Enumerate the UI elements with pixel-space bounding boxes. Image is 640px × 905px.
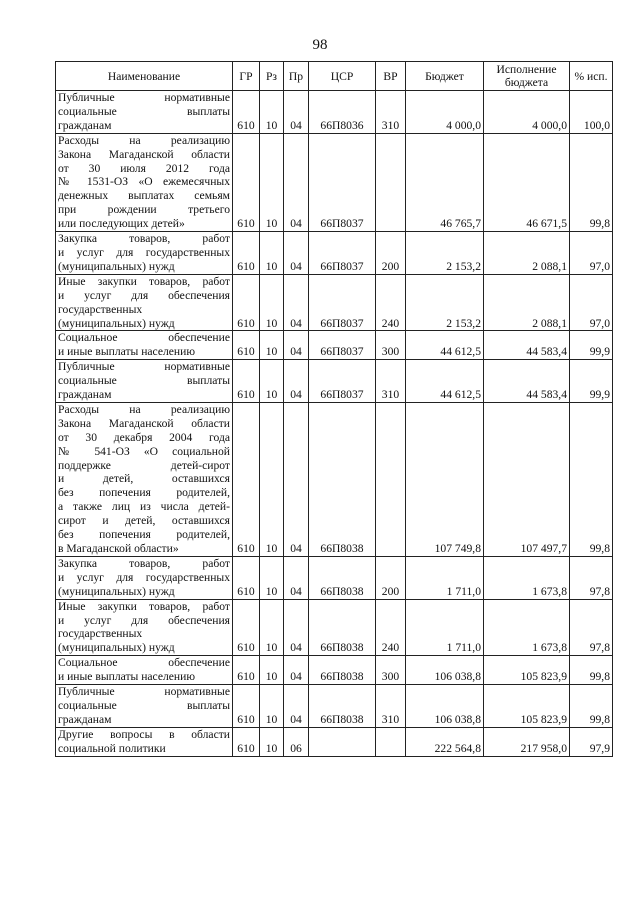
cell-csr: 66П8038 — [309, 656, 376, 685]
name-line: гражданам — [58, 712, 112, 726]
name-line: денежных выплатах семьям — [58, 189, 230, 203]
cell-name — [56, 402, 233, 556]
cell-name — [56, 599, 233, 656]
cell-gr: 610 — [233, 402, 260, 556]
cell-pr: 04 — [284, 331, 309, 360]
name-line: Закупка товаров, работ — [58, 556, 230, 570]
cell-name — [56, 91, 233, 134]
cell-rz: 10 — [260, 360, 284, 403]
cell-budget: 4 000,0 — [406, 91, 484, 134]
name-line: социальные выплаты — [58, 374, 230, 388]
name-line: при рождении третьего — [58, 203, 230, 217]
cell-gr: 610 — [233, 360, 260, 403]
budget-table — [55, 61, 613, 757]
page-number: 98 — [312, 37, 328, 53]
cell-vr — [376, 402, 406, 556]
cell-percent: 97,0 — [570, 274, 613, 331]
name-line: (муниципальных) нужд — [58, 316, 175, 330]
name-line: а также лиц из числа детей- — [58, 500, 230, 514]
name-line: без попечения родителей, — [58, 528, 230, 542]
name-line: государственных — [58, 302, 143, 316]
name-line: и детей, оставшихся — [58, 472, 230, 486]
cell-csr: 66П8037 — [309, 360, 376, 403]
name-line: (муниципальных) нужд — [58, 641, 175, 655]
cell-budget: 1 711,0 — [406, 556, 484, 599]
cell-budget: 222 564,8 — [406, 727, 484, 756]
name-line: от 30 июля 2012 года — [58, 161, 230, 175]
cell-rz: 10 — [260, 599, 284, 656]
header-execution: Исполнение бюджета — [484, 62, 570, 91]
cell-rz: 10 — [260, 91, 284, 134]
name-line: без попечения родителей, — [58, 486, 230, 500]
cell-gr: 610 — [233, 232, 260, 275]
cell-gr: 610 — [233, 274, 260, 331]
cell-percent: 99,8 — [570, 402, 613, 556]
cell-budget: 44 612,5 — [406, 331, 484, 360]
name-line: сирот и детей, оставшихся — [58, 514, 230, 528]
name-line: Иные закупки товаров, работ — [58, 274, 230, 288]
cell-pr: 04 — [284, 685, 309, 728]
name-line: Публичные нормативные — [58, 360, 230, 374]
cell-rz: 10 — [260, 274, 284, 331]
name-line: и услуг для обеспечения — [58, 613, 230, 627]
cell-percent: 99,9 — [570, 360, 613, 403]
cell-rz: 10 — [260, 402, 284, 556]
cell-csr: 66П8037 — [309, 232, 376, 275]
cell-vr: 200 — [376, 556, 406, 599]
cell-csr: 66П8038 — [309, 685, 376, 728]
name-line: гражданам — [58, 388, 112, 402]
cell-pr: 04 — [284, 274, 309, 331]
table-row — [56, 402, 613, 556]
cell-percent: 99,8 — [570, 133, 613, 231]
header-rz: Рз — [260, 62, 284, 91]
name-line: Социальное обеспечение — [58, 331, 230, 345]
name-line: № 541-ОЗ «О социальной — [58, 444, 230, 458]
table-row — [56, 656, 613, 685]
cell-budget: 46 765,7 — [406, 133, 484, 231]
table-body — [56, 91, 613, 757]
cell-csr: 66П8038 — [309, 556, 376, 599]
cell-gr: 610 — [233, 727, 260, 756]
cell-pr: 04 — [284, 91, 309, 134]
cell-name — [56, 685, 233, 728]
cell-execution: 105 823,9 — [484, 656, 570, 685]
cell-gr: 610 — [233, 556, 260, 599]
cell-rz: 10 — [260, 133, 284, 231]
name-line: социальной политики — [58, 741, 166, 755]
cell-csr: 66П8037 — [309, 274, 376, 331]
name-line: Публичные нормативные — [58, 91, 230, 104]
cell-gr: 610 — [233, 599, 260, 656]
cell-rz: 10 — [260, 656, 284, 685]
cell-percent: 97,9 — [570, 727, 613, 756]
header-name: Наименование — [56, 62, 233, 91]
cell-pr: 04 — [284, 556, 309, 599]
cell-vr: 310 — [376, 685, 406, 728]
cell-vr: 240 — [376, 599, 406, 656]
cell-name — [56, 656, 233, 685]
cell-name — [56, 727, 233, 756]
cell-csr: 66П8037 — [309, 133, 376, 231]
cell-execution: 107 497,7 — [484, 402, 570, 556]
cell-name — [56, 360, 233, 403]
cell-rz: 10 — [260, 727, 284, 756]
name-line: Закона Магаданской области — [58, 147, 230, 161]
name-line: Иные закупки товаров, работ — [58, 599, 230, 613]
name-line: и услуг для государственных — [58, 570, 230, 584]
name-line: государственных — [58, 627, 143, 641]
cell-percent: 99,8 — [570, 656, 613, 685]
cell-execution: 4 000,0 — [484, 91, 570, 134]
cell-percent: 97,8 — [570, 556, 613, 599]
name-line: социальные выплаты — [58, 104, 230, 118]
table-row — [56, 274, 613, 331]
cell-percent: 97,0 — [570, 232, 613, 275]
cell-csr: 66П8038 — [309, 599, 376, 656]
cell-csr: 66П8038 — [309, 402, 376, 556]
table-row — [56, 360, 613, 403]
header-vr: ВР — [376, 62, 406, 91]
cell-rz: 10 — [260, 331, 284, 360]
cell-execution: 2 088,1 — [484, 232, 570, 275]
table-row — [56, 599, 613, 656]
cell-vr: 300 — [376, 656, 406, 685]
name-line: или последующих детей» — [58, 217, 185, 231]
cell-percent: 100,0 — [570, 91, 613, 134]
cell-pr: 04 — [284, 360, 309, 403]
cell-percent: 99,9 — [570, 331, 613, 360]
cell-budget: 106 038,8 — [406, 685, 484, 728]
cell-vr — [376, 133, 406, 231]
table-row — [56, 133, 613, 231]
name-line: Расходы на реализацию — [58, 402, 230, 416]
cell-name — [56, 556, 233, 599]
name-line: социальные выплаты — [58, 698, 230, 712]
cell-gr: 610 — [233, 91, 260, 134]
cell-vr: 310 — [376, 91, 406, 134]
cell-vr: 200 — [376, 232, 406, 275]
header-pr: Пр — [284, 62, 309, 91]
table-row — [56, 556, 613, 599]
cell-name — [56, 274, 233, 331]
table-header-row — [56, 62, 613, 91]
cell-budget: 2 153,2 — [406, 232, 484, 275]
cell-execution: 105 823,9 — [484, 685, 570, 728]
cell-execution: 2 088,1 — [484, 274, 570, 331]
table-row — [56, 685, 613, 728]
cell-percent: 97,8 — [570, 599, 613, 656]
header-csr: ЦСР — [309, 62, 376, 91]
cell-budget: 2 153,2 — [406, 274, 484, 331]
cell-gr: 610 — [233, 685, 260, 728]
header-percent: % исп. — [570, 62, 613, 91]
name-line: от 30 декабря 2004 года — [58, 430, 230, 444]
name-line: № 1531-ОЗ «О ежемесячных — [58, 175, 230, 189]
cell-budget: 106 038,8 — [406, 656, 484, 685]
cell-csr — [309, 727, 376, 756]
cell-budget: 1 711,0 — [406, 599, 484, 656]
name-line: Закупка товаров, работ — [58, 232, 230, 246]
cell-execution: 1 673,8 — [484, 599, 570, 656]
cell-csr: 66П8037 — [309, 331, 376, 360]
cell-execution: 46 671,5 — [484, 133, 570, 231]
cell-csr: 66П8036 — [309, 91, 376, 134]
cell-name — [56, 232, 233, 275]
name-line: и услуг для обеспечения — [58, 288, 230, 302]
table-row — [56, 727, 613, 756]
cell-rz: 10 — [260, 685, 284, 728]
cell-name — [56, 133, 233, 231]
name-line: Закона Магаданской области — [58, 416, 230, 430]
table-row — [56, 91, 613, 134]
cell-vr: 310 — [376, 360, 406, 403]
cell-budget: 44 612,5 — [406, 360, 484, 403]
cell-pr: 04 — [284, 599, 309, 656]
name-line: поддержке детей-сирот — [58, 458, 230, 472]
cell-percent: 99,8 — [570, 685, 613, 728]
name-line: Другие вопросы в области — [58, 727, 230, 741]
name-line: Расходы на реализацию — [58, 133, 230, 147]
name-line: Социальное обеспечение — [58, 656, 230, 670]
cell-gr: 610 — [233, 331, 260, 360]
cell-vr — [376, 727, 406, 756]
cell-budget: 107 749,8 — [406, 402, 484, 556]
cell-gr: 610 — [233, 133, 260, 231]
name-line: и иные выплаты населению — [58, 670, 195, 684]
header-budget: Бюджет — [406, 62, 484, 91]
cell-pr: 04 — [284, 232, 309, 275]
cell-rz: 10 — [260, 556, 284, 599]
cell-execution: 217 958,0 — [484, 727, 570, 756]
cell-execution: 1 673,8 — [484, 556, 570, 599]
name-line: (муниципальных) нужд — [58, 259, 175, 273]
cell-rz: 10 — [260, 232, 284, 275]
cell-vr: 300 — [376, 331, 406, 360]
cell-pr: 04 — [284, 133, 309, 231]
name-line: гражданам — [58, 118, 112, 132]
cell-pr: 06 — [284, 727, 309, 756]
name-line: и иные выплаты населению — [58, 345, 195, 359]
cell-name — [56, 331, 233, 360]
name-line: и услуг для государственных — [58, 245, 230, 259]
name-line: в Магаданской области» — [58, 542, 179, 555]
table-row — [56, 232, 613, 275]
header-gr: ГР — [233, 62, 260, 91]
cell-pr: 04 — [284, 656, 309, 685]
name-line: (муниципальных) нужд — [58, 584, 175, 598]
cell-gr: 610 — [233, 656, 260, 685]
name-line: Публичные нормативные — [58, 685, 230, 699]
table-row — [56, 331, 613, 360]
cell-execution: 44 583,4 — [484, 360, 570, 403]
cell-vr: 240 — [376, 274, 406, 331]
cell-pr: 04 — [284, 402, 309, 556]
cell-execution: 44 583,4 — [484, 331, 570, 360]
